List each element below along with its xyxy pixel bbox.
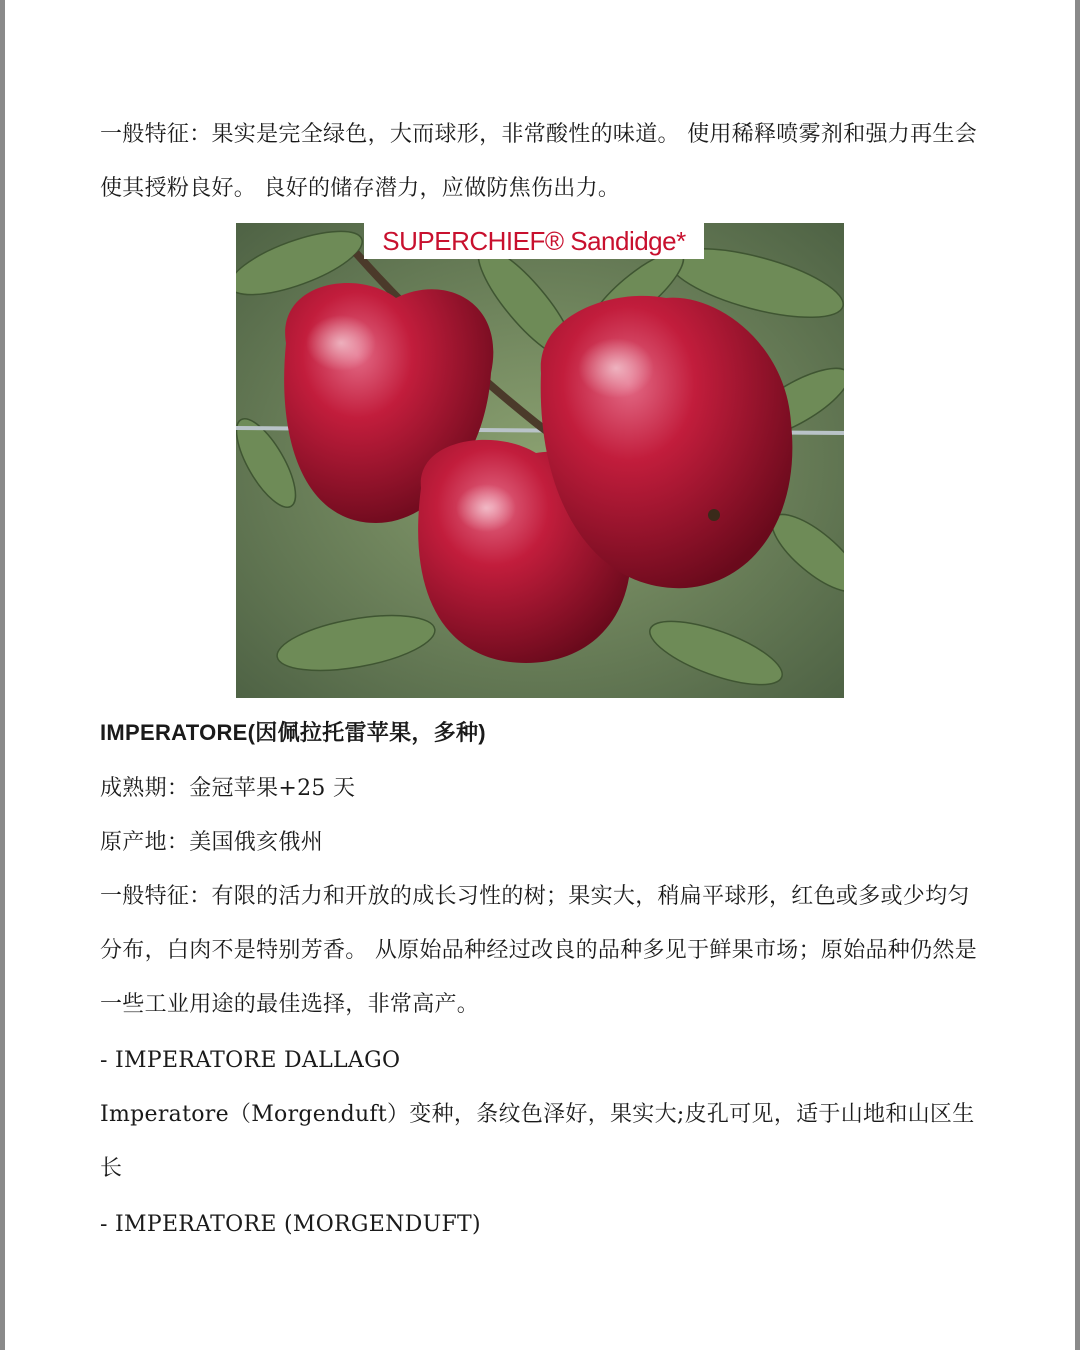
section-heading: IMPERATORE(因佩拉托雷苹果，多种) bbox=[100, 720, 486, 745]
origin-line: 原产地：美国俄亥俄州 bbox=[100, 830, 324, 855]
apple-photo bbox=[236, 223, 844, 698]
variety1-description: Imperatore（Morgenduft）变种，条纹色泽好，果实大;皮孔可见，适于山地和山区生长 bbox=[100, 1102, 975, 1181]
page-left-border bbox=[0, 0, 5, 1350]
general-paragraph: 一般特征：有限的活力和开放的成长习性的树；果实大，稍扁平球形，红色或多或少均匀分布，白肉不是特别芳香。 从原始品种经过改良的品种多见于鲜果市场；原始品种仍然是一些工业用途的最佳选择，非常高产。 bbox=[100, 884, 977, 1017]
variety2-title: - IMPERATORE (MORGENDUFT) bbox=[100, 1212, 481, 1237]
variety1-title: - IMPERATORE DALLAGO bbox=[100, 1048, 401, 1073]
apple-illustration bbox=[236, 223, 844, 698]
variety-label: SUPERCHIEF® Sandidge* bbox=[364, 223, 704, 259]
intro-paragraph: 一般特征：果实是完全绿色，大而球形，非常酸性的味道。 使用稀释喷雾剂和强力再生会使其授粉良好。 良好的储存潜力，应做防焦伤出力。 bbox=[100, 122, 977, 201]
ripening-line: 成熟期：金冠苹果+25 天 bbox=[100, 776, 356, 801]
page-right-border bbox=[1075, 0, 1080, 1350]
